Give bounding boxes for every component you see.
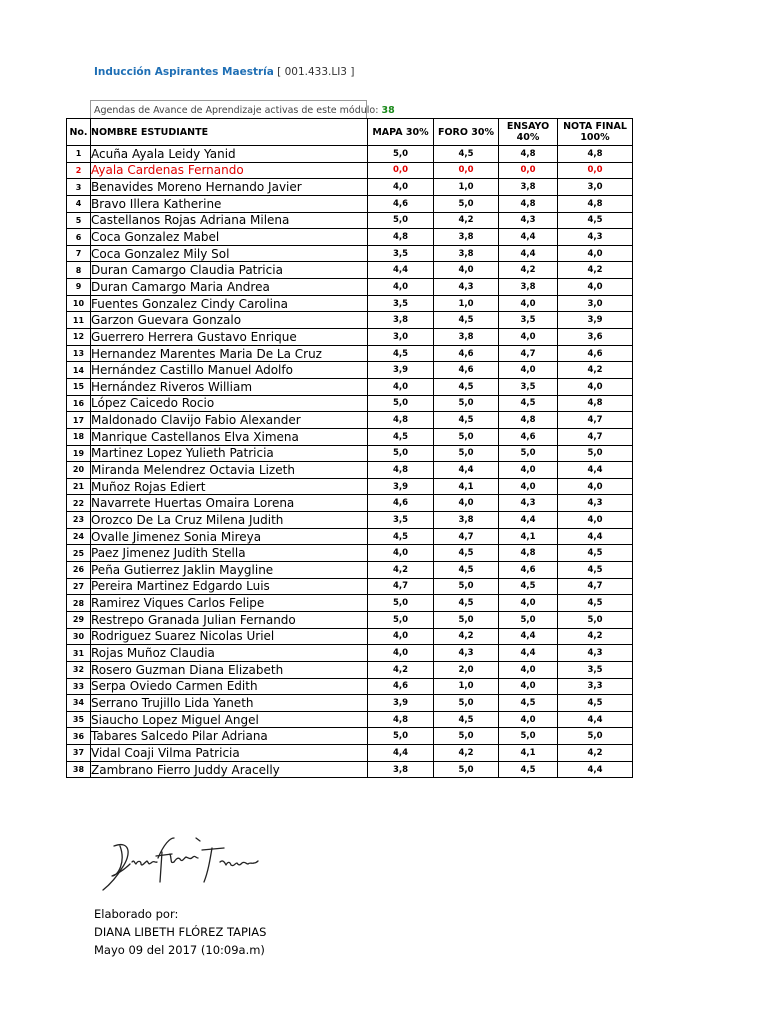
cell-final: 4,7 — [558, 428, 633, 445]
cell-final: 3,5 — [558, 661, 633, 678]
cell-name: Peña Gutierrez Jaklin Maygline — [91, 562, 368, 579]
cell-foro: 5,0 — [434, 445, 499, 462]
header-ensayo: ENSAYO 40% — [499, 119, 558, 146]
cell-ensayo: 4,6 — [499, 428, 558, 445]
cell-no: 1 — [67, 146, 91, 163]
cell-final: 4,0 — [558, 378, 633, 395]
cell-final: 4,3 — [558, 495, 633, 512]
cell-foro: 4,3 — [434, 279, 499, 296]
cell-final: 4,5 — [558, 695, 633, 712]
cell-name: López Caicedo Rocio — [91, 395, 368, 412]
cell-ensayo: 3,8 — [499, 279, 558, 296]
cell-ensayo: 4,4 — [499, 245, 558, 262]
cell-ensayo: 4,0 — [499, 478, 558, 495]
cell-mapa: 3,8 — [368, 761, 434, 778]
header-mapa: MAPA 30% — [368, 119, 434, 146]
cell-ensayo: 3,8 — [499, 179, 558, 196]
cell-final: 4,2 — [558, 628, 633, 645]
cell-name: Paez Jimenez Judith Stella — [91, 545, 368, 562]
cell-final: 4,4 — [558, 711, 633, 728]
cell-no: 24 — [67, 528, 91, 545]
cell-ensayo: 4,5 — [499, 761, 558, 778]
cell-no: 25 — [67, 545, 91, 562]
cell-name: Manrique Castellanos Elva Ximena — [91, 428, 368, 445]
table-row — [67, 412, 633, 429]
table-row — [67, 728, 633, 745]
cell-foro: 4,5 — [434, 312, 499, 329]
cell-mapa: 4,0 — [368, 378, 434, 395]
table-row — [67, 745, 633, 762]
cell-final: 4,3 — [558, 645, 633, 662]
cell-no: 29 — [67, 611, 91, 628]
table-header-row — [67, 119, 633, 146]
cell-ensayo: 5,0 — [499, 445, 558, 462]
table-row — [67, 279, 633, 296]
cell-ensayo: 4,0 — [499, 661, 558, 678]
table-row — [67, 262, 633, 279]
cell-no: 12 — [67, 329, 91, 346]
cell-no: 3 — [67, 179, 91, 196]
course-code: [ 001.433.LI3 ] — [277, 66, 355, 78]
cell-name: Zambrano Fierro Juddy Aracelly — [91, 761, 368, 778]
footer-date: Mayo 09 del 2017 (10:09a.m) — [94, 943, 265, 957]
cell-no: 14 — [67, 362, 91, 379]
cell-name: Duran Camargo Maria Andrea — [91, 279, 368, 296]
cell-foro: 4,5 — [434, 562, 499, 579]
cell-final: 4,5 — [558, 212, 633, 229]
cell-final: 3,6 — [558, 329, 633, 346]
cell-mapa: 4,5 — [368, 428, 434, 445]
cell-no: 36 — [67, 728, 91, 745]
cell-name: Ramirez Viques Carlos Felipe — [91, 595, 368, 612]
document-title — [94, 66, 354, 78]
cell-name: Hernández Riveros William — [91, 378, 368, 395]
cell-foro: 4,5 — [434, 711, 499, 728]
cell-foro: 3,8 — [434, 329, 499, 346]
cell-name: Garzon Guevara Gonzalo — [91, 312, 368, 329]
cell-ensayo: 4,3 — [499, 212, 558, 229]
cell-foro: 4,5 — [434, 146, 499, 163]
cell-name: Serpa Oviedo Carmen Edith — [91, 678, 368, 695]
cell-name: Miranda Melendrez Octavia Lizeth — [91, 462, 368, 479]
cell-foro: 2,0 — [434, 661, 499, 678]
cell-ensayo: 5,0 — [499, 728, 558, 745]
cell-no: 27 — [67, 578, 91, 595]
cell-no: 38 — [67, 761, 91, 778]
cell-mapa: 5,0 — [368, 445, 434, 462]
cell-mapa: 3,9 — [368, 478, 434, 495]
cell-foro: 3,8 — [434, 512, 499, 529]
cell-final: 4,2 — [558, 262, 633, 279]
cell-no: 35 — [67, 711, 91, 728]
table-row — [67, 695, 633, 712]
table-row — [67, 345, 633, 362]
cell-mapa: 5,0 — [368, 146, 434, 163]
cell-foro: 4,1 — [434, 478, 499, 495]
cell-mapa: 3,9 — [368, 362, 434, 379]
cell-mapa: 4,7 — [368, 578, 434, 595]
cell-ensayo: 4,4 — [499, 645, 558, 662]
cell-name: Hernández Castillo Manuel Adolfo — [91, 362, 368, 379]
footer-author: DIANA LIBETH FLÓREZ TAPIAS — [94, 925, 267, 939]
cell-mapa: 4,8 — [368, 462, 434, 479]
cell-name: Rodriguez Suarez Nicolas Uriel — [91, 628, 368, 645]
cell-foro: 4,2 — [434, 212, 499, 229]
cell-foro: 5,0 — [434, 578, 499, 595]
cell-no: 30 — [67, 628, 91, 645]
cell-final: 4,5 — [558, 545, 633, 562]
cell-no: 4 — [67, 195, 91, 212]
table-row — [67, 195, 633, 212]
cell-mapa: 0,0 — [368, 162, 434, 179]
cell-mapa: 4,5 — [368, 345, 434, 362]
header-foro: FORO 30% — [434, 119, 499, 146]
cell-final: 0,0 — [558, 162, 633, 179]
course-title: Inducción Aspirantes Maestría — [94, 66, 274, 78]
cell-name: Orozco De La Cruz Milena Judith — [91, 512, 368, 529]
table-row — [67, 212, 633, 229]
cell-name: Coca Gonzalez Mabel — [91, 229, 368, 246]
cell-final: 4,3 — [558, 229, 633, 246]
cell-ensayo: 4,0 — [499, 462, 558, 479]
cell-foro: 4,5 — [434, 595, 499, 612]
cell-name: Tabares Salcedo Pilar Adriana — [91, 728, 368, 745]
cell-foro: 5,0 — [434, 611, 499, 628]
agendas-label: Agendas de Avance de Aprendizaje activas de este módulo: — [94, 105, 379, 116]
table-row — [67, 295, 633, 312]
cell-final: 5,0 — [558, 611, 633, 628]
table-row — [67, 761, 633, 778]
cell-final: 4,4 — [558, 761, 633, 778]
cell-name: Rosero Guzman Diana Elizabeth — [91, 661, 368, 678]
cell-mapa: 3,5 — [368, 245, 434, 262]
cell-final: 4,4 — [558, 462, 633, 479]
cell-foro: 3,8 — [434, 229, 499, 246]
cell-no: 34 — [67, 695, 91, 712]
cell-final: 4,5 — [558, 595, 633, 612]
cell-no: 11 — [67, 312, 91, 329]
cell-foro: 1,0 — [434, 678, 499, 695]
cell-ensayo: 4,2 — [499, 262, 558, 279]
table-body — [67, 146, 633, 778]
cell-mapa: 4,6 — [368, 678, 434, 695]
cell-foro: 5,0 — [434, 695, 499, 712]
cell-no: 33 — [67, 678, 91, 695]
cell-no: 6 — [67, 229, 91, 246]
cell-mapa: 4,8 — [368, 711, 434, 728]
table-row — [67, 179, 633, 196]
cell-foro: 4,0 — [434, 262, 499, 279]
cell-final: 3,0 — [558, 179, 633, 196]
header-final: NOTA FINAL 100% — [558, 119, 633, 146]
cell-final: 4,8 — [558, 395, 633, 412]
cell-foro: 1,0 — [434, 295, 499, 312]
table-row — [67, 329, 633, 346]
cell-name: Restrepo Granada Julian Fernando — [91, 611, 368, 628]
cell-mapa: 5,0 — [368, 611, 434, 628]
cell-foro: 4,5 — [434, 545, 499, 562]
table-row — [67, 478, 633, 495]
agendas-summary — [90, 100, 395, 119]
cell-ensayo: 3,5 — [499, 312, 558, 329]
cell-final: 4,0 — [558, 279, 633, 296]
cell-name: Ayala Cardenas Fernando — [91, 162, 368, 179]
cell-name: Muñoz Rojas Ediert — [91, 478, 368, 495]
table-row — [67, 595, 633, 612]
cell-name: Navarrete Huertas Omaira Lorena — [91, 495, 368, 512]
cell-no: 10 — [67, 295, 91, 312]
cell-no: 32 — [67, 661, 91, 678]
table-row — [67, 645, 633, 662]
cell-no: 13 — [67, 345, 91, 362]
cell-mapa: 4,4 — [368, 262, 434, 279]
cell-foro: 4,6 — [434, 345, 499, 362]
table-row — [67, 495, 633, 512]
cell-foro: 3,8 — [434, 245, 499, 262]
table-row — [67, 428, 633, 445]
cell-mapa: 4,0 — [368, 628, 434, 645]
cell-ensayo: 4,8 — [499, 146, 558, 163]
cell-final: 4,0 — [558, 478, 633, 495]
cell-ensayo: 4,0 — [499, 678, 558, 695]
cell-no: 5 — [67, 212, 91, 229]
cell-name: Ovalle Jimenez Sonia Mireya — [91, 528, 368, 545]
cell-foro: 5,0 — [434, 761, 499, 778]
footer-label: Elaborado por: — [94, 907, 179, 921]
cell-foro: 4,3 — [434, 645, 499, 662]
cell-name: Martinez Lopez Yulieth Patricia — [91, 445, 368, 462]
cell-final: 4,4 — [558, 528, 633, 545]
table-row — [67, 362, 633, 379]
cell-mapa: 5,0 — [368, 395, 434, 412]
cell-mapa: 3,8 — [368, 312, 434, 329]
cell-ensayo: 4,5 — [499, 695, 558, 712]
table-row — [67, 628, 633, 645]
table-row — [67, 611, 633, 628]
cell-final: 4,6 — [558, 345, 633, 362]
cell-mapa: 4,6 — [368, 495, 434, 512]
cell-ensayo: 4,1 — [499, 745, 558, 762]
cell-final: 4,7 — [558, 578, 633, 595]
cell-ensayo: 4,4 — [499, 229, 558, 246]
cell-mapa: 4,0 — [368, 545, 434, 562]
cell-foro: 5,0 — [434, 728, 499, 745]
cell-final: 3,9 — [558, 312, 633, 329]
cell-mapa: 3,0 — [368, 329, 434, 346]
table-row — [67, 528, 633, 545]
cell-ensayo: 4,8 — [499, 545, 558, 562]
cell-mapa: 5,0 — [368, 728, 434, 745]
table-row — [67, 678, 633, 695]
cell-foro: 4,0 — [434, 495, 499, 512]
cell-name: Bravo Illera Katherine — [91, 195, 368, 212]
cell-ensayo: 4,0 — [499, 329, 558, 346]
table-row — [67, 711, 633, 728]
table-row — [67, 229, 633, 246]
cell-final: 4,8 — [558, 195, 633, 212]
table-row — [67, 445, 633, 462]
header-name: NOMBRE ESTUDIANTE — [91, 119, 368, 146]
cell-final: 4,0 — [558, 245, 633, 262]
cell-foro: 4,7 — [434, 528, 499, 545]
cell-name: Hernandez Marentes Maria De La Cruz — [91, 345, 368, 362]
cell-name: Maldonado Clavijo Fabio Alexander — [91, 412, 368, 429]
cell-foro: 4,2 — [434, 628, 499, 645]
grades-table — [66, 118, 633, 778]
cell-ensayo: 4,0 — [499, 595, 558, 612]
cell-mapa: 4,2 — [368, 562, 434, 579]
table-row — [67, 378, 633, 395]
table-row — [67, 462, 633, 479]
cell-ensayo: 0,0 — [499, 162, 558, 179]
cell-mapa: 4,6 — [368, 195, 434, 212]
cell-foro: 4,2 — [434, 745, 499, 762]
cell-no: 31 — [67, 645, 91, 662]
cell-no: 20 — [67, 462, 91, 479]
cell-ensayo: 4,0 — [499, 295, 558, 312]
cell-name: Fuentes Gonzalez Cindy Carolina — [91, 295, 368, 312]
cell-foro: 4,5 — [434, 412, 499, 429]
table-row — [67, 162, 633, 179]
cell-no: 15 — [67, 378, 91, 395]
cell-final: 3,0 — [558, 295, 633, 312]
cell-ensayo: 4,8 — [499, 195, 558, 212]
cell-name: Rojas Muñoz Claudia — [91, 645, 368, 662]
cell-mapa: 4,8 — [368, 412, 434, 429]
cell-ensayo: 4,8 — [499, 412, 558, 429]
cell-ensayo: 4,1 — [499, 528, 558, 545]
cell-no: 16 — [67, 395, 91, 412]
cell-name: Serrano Trujillo Lida Yaneth — [91, 695, 368, 712]
cell-final: 4,2 — [558, 362, 633, 379]
cell-ensayo: 4,5 — [499, 578, 558, 595]
cell-foro: 5,0 — [434, 428, 499, 445]
cell-ensayo: 4,4 — [499, 512, 558, 529]
table-row — [67, 545, 633, 562]
cell-ensayo: 4,4 — [499, 628, 558, 645]
cell-final: 4,7 — [558, 412, 633, 429]
cell-ensayo: 4,5 — [499, 395, 558, 412]
cell-ensayo: 4,3 — [499, 495, 558, 512]
table-row — [67, 312, 633, 329]
cell-foro: 0,0 — [434, 162, 499, 179]
cell-ensayo: 4,7 — [499, 345, 558, 362]
cell-name: Castellanos Rojas Adriana Milena — [91, 212, 368, 229]
cell-final: 3,3 — [558, 678, 633, 695]
cell-name: Coca Gonzalez Mily Sol — [91, 245, 368, 262]
cell-mapa: 3,5 — [368, 295, 434, 312]
cell-mapa: 4,0 — [368, 645, 434, 662]
cell-name: Benavides Moreno Hernando Javier — [91, 179, 368, 196]
cell-no: 9 — [67, 279, 91, 296]
cell-name: Pereira Martinez Edgardo Luis — [91, 578, 368, 595]
cell-foro: 4,4 — [434, 462, 499, 479]
cell-ensayo: 4,6 — [499, 562, 558, 579]
cell-mapa: 4,5 — [368, 528, 434, 545]
cell-name: Siaucho Lopez Miguel Angel — [91, 711, 368, 728]
footer — [94, 905, 266, 959]
cell-no: 7 — [67, 245, 91, 262]
cell-name: Guerrero Herrera Gustavo Enrique — [91, 329, 368, 346]
cell-no: 22 — [67, 495, 91, 512]
cell-name: Vidal Coaji Vilma Patricia — [91, 745, 368, 762]
cell-mapa: 5,0 — [368, 595, 434, 612]
cell-mapa: 3,9 — [368, 695, 434, 712]
header-no: No. — [67, 119, 91, 146]
cell-mapa: 4,4 — [368, 745, 434, 762]
cell-foro: 4,6 — [434, 362, 499, 379]
cell-no: 19 — [67, 445, 91, 462]
cell-no: 18 — [67, 428, 91, 445]
cell-ensayo: 5,0 — [499, 611, 558, 628]
cell-ensayo: 3,5 — [499, 378, 558, 395]
cell-no: 17 — [67, 412, 91, 429]
signature-image — [100, 832, 280, 896]
cell-mapa: 5,0 — [368, 212, 434, 229]
cell-mapa: 3,5 — [368, 512, 434, 529]
cell-final: 5,0 — [558, 728, 633, 745]
cell-mapa: 4,8 — [368, 229, 434, 246]
table-row — [67, 512, 633, 529]
cell-final: 4,5 — [558, 562, 633, 579]
cell-foro: 4,5 — [434, 378, 499, 395]
cell-mapa: 4,0 — [368, 279, 434, 296]
cell-no: 37 — [67, 745, 91, 762]
cell-ensayo: 4,0 — [499, 362, 558, 379]
cell-foro: 5,0 — [434, 195, 499, 212]
cell-final: 4,8 — [558, 146, 633, 163]
cell-mapa: 4,2 — [368, 661, 434, 678]
cell-no: 21 — [67, 478, 91, 495]
cell-final: 4,2 — [558, 745, 633, 762]
table-row — [67, 562, 633, 579]
cell-final: 4,0 — [558, 512, 633, 529]
table-row — [67, 661, 633, 678]
cell-no: 2 — [67, 162, 91, 179]
table-row — [67, 578, 633, 595]
cell-final: 5,0 — [558, 445, 633, 462]
table-row — [67, 245, 633, 262]
cell-no: 8 — [67, 262, 91, 279]
cell-no: 26 — [67, 562, 91, 579]
cell-name: Duran Camargo Claudia Patricia — [91, 262, 368, 279]
cell-foro: 5,0 — [434, 395, 499, 412]
table-row — [67, 395, 633, 412]
agendas-count: 38 — [381, 105, 395, 116]
cell-ensayo: 4,0 — [499, 711, 558, 728]
cell-name: Acuña Ayala Leidy Yanid — [91, 146, 368, 163]
cell-no: 28 — [67, 595, 91, 612]
table-row — [67, 146, 633, 163]
cell-no: 23 — [67, 512, 91, 529]
cell-foro: 1,0 — [434, 179, 499, 196]
cell-mapa: 4,0 — [368, 179, 434, 196]
